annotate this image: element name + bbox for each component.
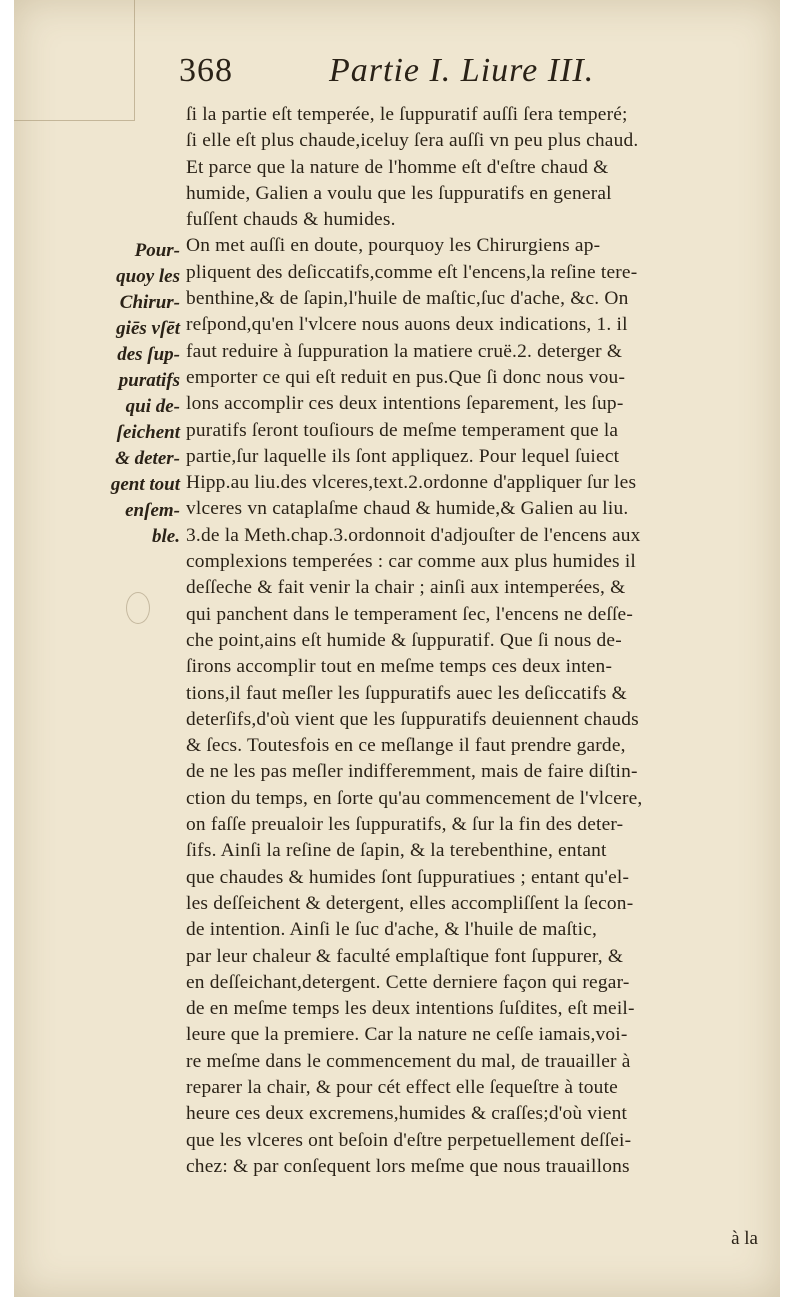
text-line: benthine,& de ſapin,l'huile de maſtic,ſuc d'ache, &c. On [186,288,629,310]
text-line: heure ces deux excremens,humides & craſſes;d'où vient [186,1103,628,1125]
text-line: humide, Galien a voulu que les ſuppuratifs en general [186,182,612,204]
text-line: On met auſſi en doute, pourquoy les Chirurgiens ap- [186,235,601,257]
text-line: & ſecs. Toutesfois en ce meſlange il faut prendre garde, [186,735,626,757]
text-line: de en meſme temps les deux intentions ſuſdites, eſt meil- [186,998,635,1020]
text-line: chez: & par conſequent lors meſme que nous trauaillons [186,1155,630,1177]
page-corner-fold [14,0,135,121]
text-line: qui panchent dans le temperament ſec, l'encens ne deſſe- [186,603,634,625]
margin-note-line: gent tout [110,474,180,495]
paper-stain [126,592,150,624]
text-line: Hipp.au liu.des vlceres,text.2.ordonne d'appliquer ſur les [186,472,637,494]
margin-note-line: Pour- [134,240,180,261]
text-line: que les vlceres ont beſoin d'eſtre perpetuellement deſſei- [186,1129,632,1151]
text-line: vlceres vn cataplaſme chaud & humide,& Galien au liu. [186,498,629,520]
text-line: que chaudes & humides ſont ſuppuratiues ; entant qu'el- [186,866,630,888]
text-line: en deſſeichant,detergent. Cette derniere façon qui regar- [186,971,630,993]
text-line: ſi la partie eſt temperée, le ſuppuratif auſſi ſera temperé; [186,104,628,125]
page-number: 368 [179,52,233,89]
margin-note-line: enſem- [125,500,180,521]
text-line: reſpond,qu'en l'vlcere nous auons deux indications, 1. il [186,314,628,336]
margin-note [72,238,180,550]
text-line: deſſeche & fait venir la chair ; ainſi aux intemperées, & [186,577,626,599]
running-title: Partie I. Liure III. [329,52,595,89]
text-line: fuſſent chauds & humides. [186,209,396,231]
text-line: partie,ſur laquelle ils ſont appliquez. Pour lequel ſuiect [186,445,620,467]
text-line: tions,il faut meſler les ſuppuratifs auec les deſiccatifs & [186,682,627,704]
text-line: 3.de la Meth.chap.3.ordonnoit d'adjouſter de l'encens aux [186,524,641,546]
text-line: de intention. Ainſi le ſuc d'ache, & l'huile de maſtic, [186,919,598,941]
text-line: faut reduire à ſuppuration la matiere cruë.2. deterger & [186,340,623,362]
margin-note-line: giēs vſēt [116,318,180,339]
text-line: ſi elle eſt plus chaude,iceluy ſera auſſi vn peu plus chaud. [186,130,639,152]
text-line: par leur chaleur & faculté emplaſtique font ſuppurer, & [186,945,624,967]
text-line: pliquent des deſiccatifs,comme eſt l'encens,la reſine tere- [186,261,638,283]
book-page [14,0,780,1297]
margin-note-line: des ſup- [117,344,180,365]
text-line: Et parce que la nature de l'homme eſt d'eſtre chaud & [186,156,609,178]
margin-note-line: ble. [152,526,180,547]
text-line: ſirons accomplir tout en meſme temps ces deux inten- [186,656,613,678]
text-line: lons accomplir ces deux intentions ſeparement, les ſup- [186,393,624,415]
margin-note-line: Chirur- [119,292,180,313]
text-line: emporter ce qui eſt reduit en pus.Que ſi donc nous vou- [186,366,626,388]
body-text [186,102,776,1180]
text-line: de ne les pas meſler indifferemment, mais de faire diſtin- [186,761,638,783]
text-line: puratifs ſeront touſiours de meſme temperament que la [186,419,619,441]
text-line: leure que la premiere. Car la nature ne ceſſe iamais,voi- [186,1024,628,1046]
margin-note-line: puratifs [118,370,180,391]
text-line: deterſifs,d'où vient que les ſuppuratifs deuiennent chauds [186,708,639,730]
text-line: complexions temperées : car comme aux plus humides il [186,551,637,573]
text-line: re meſme dans le commencement du mal, de trauailler à [186,1050,631,1072]
text-line: ction du temps, en ſorte qu'au commencement de l'vlcere, [186,787,643,809]
text-line: che point,ains eſt humide & ſuppuratif. Que ſi nous de- [186,629,622,651]
margin-note-line: qui de- [125,396,180,417]
running-head [179,52,649,94]
text-line: reparer la chair, & pour cét effect elle ſequeſtre à toute [186,1076,618,1098]
text-line: on faſſe preualoir les ſuppuratifs, & ſur la fin des deter- [186,814,624,836]
catchword: à la [731,1228,758,1249]
margin-note-line: quoy les [116,266,180,287]
text-line: ſifs. Ainſi la reſine de ſapin, & la terebenthine, entant [186,840,607,862]
margin-note-line: & deter- [115,448,180,469]
text-line: les deſſeichent & detergent, elles accompliſſent la ſecon- [186,892,634,914]
margin-note-line: ſeichent [116,422,180,443]
